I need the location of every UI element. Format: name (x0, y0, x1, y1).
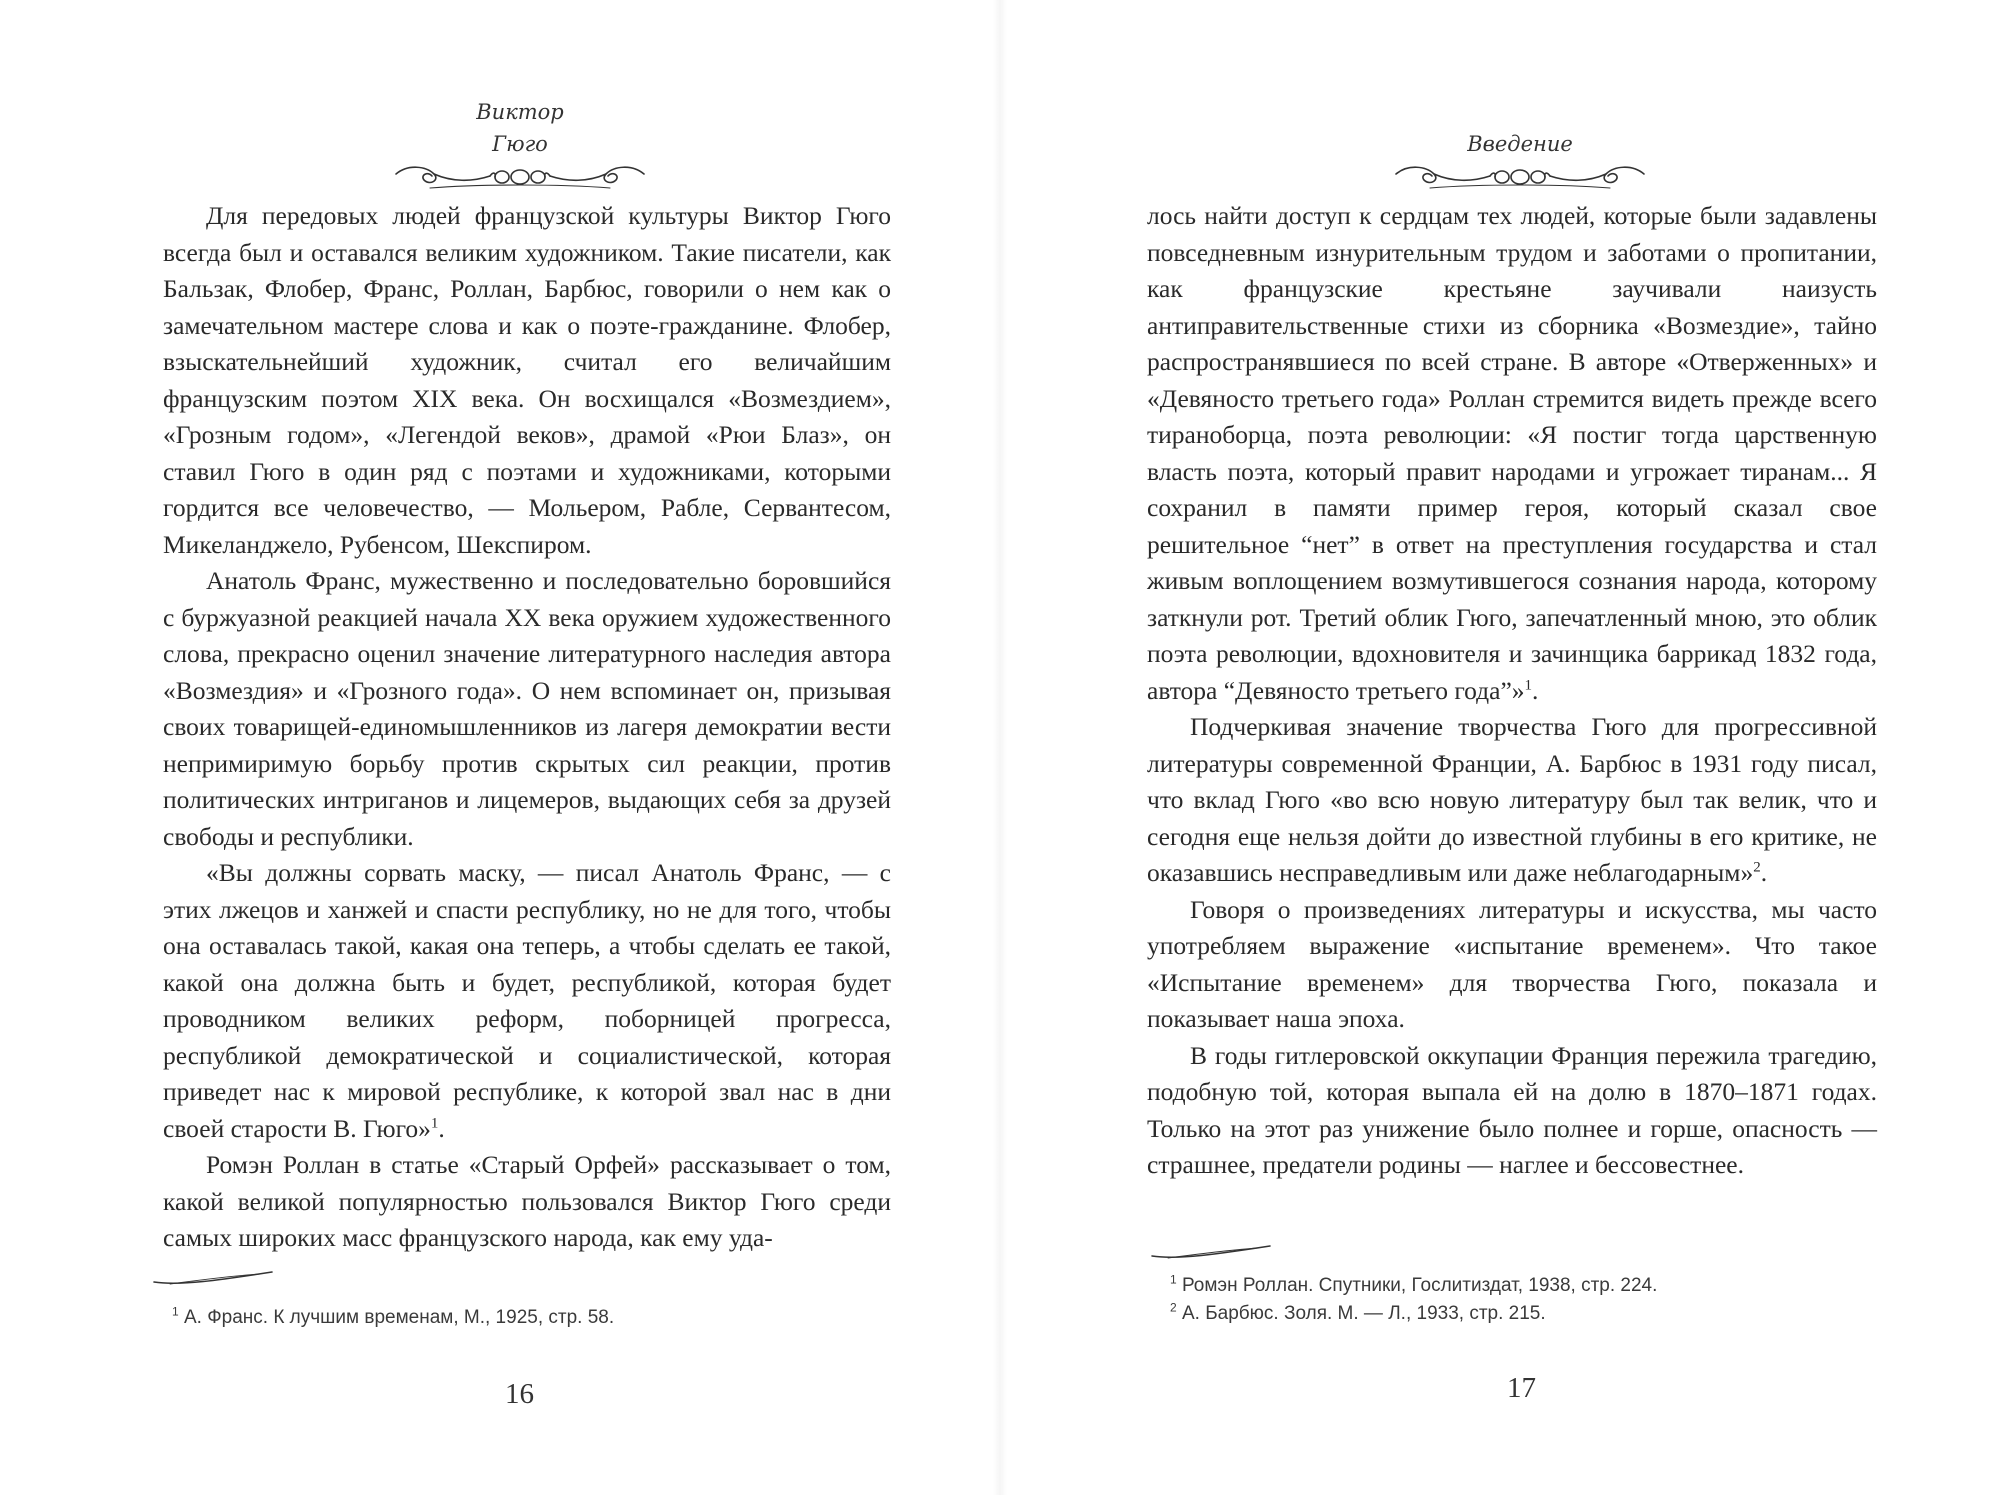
paragraph (1147, 892, 1877, 1038)
header-ornament-icon (1390, 160, 1650, 194)
footnote-number: 2 (1170, 1300, 1177, 1315)
page-number: 16 (505, 1378, 534, 1410)
footnote (1170, 1300, 1870, 1328)
body-text (1147, 198, 1877, 1184)
header-ornament-icon (390, 160, 650, 194)
paragraph-text: «Вы должны сорвать маску, — писал Анатоль Франс, — с этих лжецов и ханжей и спасти республику, но не для того, чтобы она оставалась такой, какая она теперь, а чтобы сделать ее такой, какой она должна быть и будет, республикой, которая будет проводником великих реформ, поборницей прогресса, республикой демократической и социалистической, которая приведет нас к мировой республике, к которой звал нас в дни своей старости В. Гюго» (163, 858, 891, 1143)
paragraph: «Вы должны сорвать маску, — писал Анатоль Франс, — с этих лжецов и ханжей и спасти республику, но не для того, чтобы она оставалась такой, какая она теперь, а чтобы сделать ее такой, какой она должна быть и будет, республикой, которая будет проводником великих реформ, поборницей прогресса, республикой демократической и социалистической, которая приведет нас к мировой республике, к которой звал нас в дни своей старости В. Гюго»$^1$. (163, 858, 891, 1143)
paragraph: Подчеркивая значение творчества Гюго для прогрессивной литературы современной Франции, А. Барбюс в 1931 году писал, что вклад Гюго «во всю новую литературу был так велик, что и сегодня еще нельзя дойти до известной глубины в его критике, не оказавшись несправедливым или даже неблагодарным»$^2$. (1147, 712, 1877, 887)
footnote-number: 1 (172, 1304, 179, 1319)
paragraph-text: Подчеркивая значение творчества Гюго для прогрессивной литературы современной Франции, А. Барбюс в 1931 году писал, что вклад Гюго «во всю новую литературу был так велик, что и сегодня еще нельзя дойти до известной глубины в его критике, не оказавшись несправедливым или даже неблагодарным» (1147, 712, 1877, 887)
paragraph (163, 563, 891, 855)
footnote-text: А. Барбюс. Золя. М. — Л., 1933, стр. 215. (1181, 1303, 1546, 1324)
paragraph-text: Для передовых людей французской культуры Виктор Гюго всегда был и оставался великим художником. Такие писатели, как Бальзак, Флобер, Франс, Роллан, Барбюс, говорили о нем как о замечательном мастере слова и как о поэте-гражданине. Флобер, взыскательнейший художник, считал его величайшим французским поэтом XIX века. Он восхищался «Возмездием», «Грозным годом», «Легендой веков», драмой «Рюи Блаз», он ставил Гюго в один ряд с поэтами и художниками, которыми гордится все человечество, — Мольером, Рабле, Сервантесом, Микеланджело, Рубенсом, Шекспиром. (163, 201, 891, 559)
footnote-ref: 1 (1524, 677, 1533, 693)
paragraph (1147, 1038, 1877, 1184)
footnote-ref: 1 (430, 1115, 439, 1131)
body-text (163, 198, 891, 1257)
header-author-last-name: Гюго (492, 132, 548, 156)
footnote-ref: 2 (1753, 859, 1761, 876)
page-number: 17 (1507, 1372, 1536, 1404)
footnote-flourish-icon (1148, 1240, 1273, 1264)
running-header: Введение (1467, 132, 1573, 156)
footnote-text: Ромэн Роллан. Спутники, Гослитиздат, 1938, стр. 224. (1181, 1275, 1658, 1296)
footnotes (172, 1304, 872, 1332)
footnote (172, 1304, 872, 1332)
paragraph-text: В годы гитлеровской оккупации Франция пережила трагедию, подобную той, которая выпала ей на долю в 1870–1871 годах. Только на этот раз унижение было полнее и горше, опасность — страшнее, предатели родины — наглее и бессовестнее. (1147, 1040, 1877, 1179)
running-header (380, 96, 660, 160)
paragraph (163, 198, 891, 563)
footnotes (1170, 1272, 1870, 1328)
paragraph-text: Анатоль Франс, мужественно и последовательно боровшийся с буржуазной реакцией начала XX века оружием художественного слова, прекрасно оценил значение литературного наследия автора «Возмездия» и «Грозного года». О нем вспоминает он, призывая своих товарищей-единомышленников из лагеря демократии вести непримиримую борьбу против скрытых сил реакции, против политических интриганов и лицемеров, выдающих себя за друзей свободы и республики. (163, 566, 891, 851)
paragraph (163, 1147, 891, 1257)
paragraph: лось найти доступ к сердцам тех людей, которые были задавлены повседневным изнурительным трудом и заботами о пропитании, как французские крестьяне заучивали наизусть антиправительственные стихи из сборника «Возмездие», тайно распространявшиеся по всей стране. В авторе «Отверженных» и «Девяносто третьего года» Роллан стремится видеть прежде всего тираноборца, поэта революции: «Я постиг тогда царственную власть поэта, который правит народами и угрожает тиранам... Я сохранил в памяти пример героя, который сказал свое решительное “нет” в ответ на преступления государства и стал живым воплощением возмутившегося сознания народа, которому заткнули рот. Третий облик Гюго, запечатленный мною, это облик поэта революции, вдохновителя и зачинщика баррикад 1832 года, автора “Девяносто третьего года”»$^1$. (1147, 201, 1877, 705)
paragraph-text: Ромэн Роллан в статье «Старый Орфей» рассказывает о том, какой великой популярностью пользовался Виктор Гюго среди самых широких масс французского народа, как ему уда- (163, 1150, 891, 1252)
header-author-first-name: Виктор (476, 100, 564, 124)
paragraph-text: лось найти доступ к сердцам тех людей, которые были задавлены повседневным изнурительным трудом и заботами о пропитании, как французские крестьяне заучивали наизусть антиправительственные стихи из сборника «Возмездие», тайно распространявшиеся по всей стране. В авторе «Отверженных» и «Девяносто третьего года» Роллан стремится видеть прежде всего тираноборца, поэта революции: «Я постиг тогда царственную власть поэта, который правит народами и угрожает тиранам... Я сохранил в памяти пример героя, который сказал свое решительное “нет” в ответ на преступления государства и стал живым воплощением возмутившегося сознания народа, которому заткнули рот. Третий облик Гюго, запечатленный мною, это облик поэта революции, вдохновителя и зачинщика баррикад 1832 года, автора “Девяносто третьего года”» (1147, 201, 1877, 705)
paragraph-text: Говоря о произведениях литературы и искусства, мы часто употребляем выражение «испытание временем». Что такое «Испытание временем» для творчества Гюго, показала и показывает наша эпоха. (1147, 894, 1877, 1033)
footnote-text: А. Франс. К лучшим временам, М., 1925, стр. 58. (183, 1307, 615, 1328)
footnote-flourish-icon (150, 1266, 275, 1290)
right-page (1000, 0, 2000, 1495)
footnote (1170, 1272, 1870, 1300)
footnote-number: 1 (1170, 1272, 1177, 1287)
